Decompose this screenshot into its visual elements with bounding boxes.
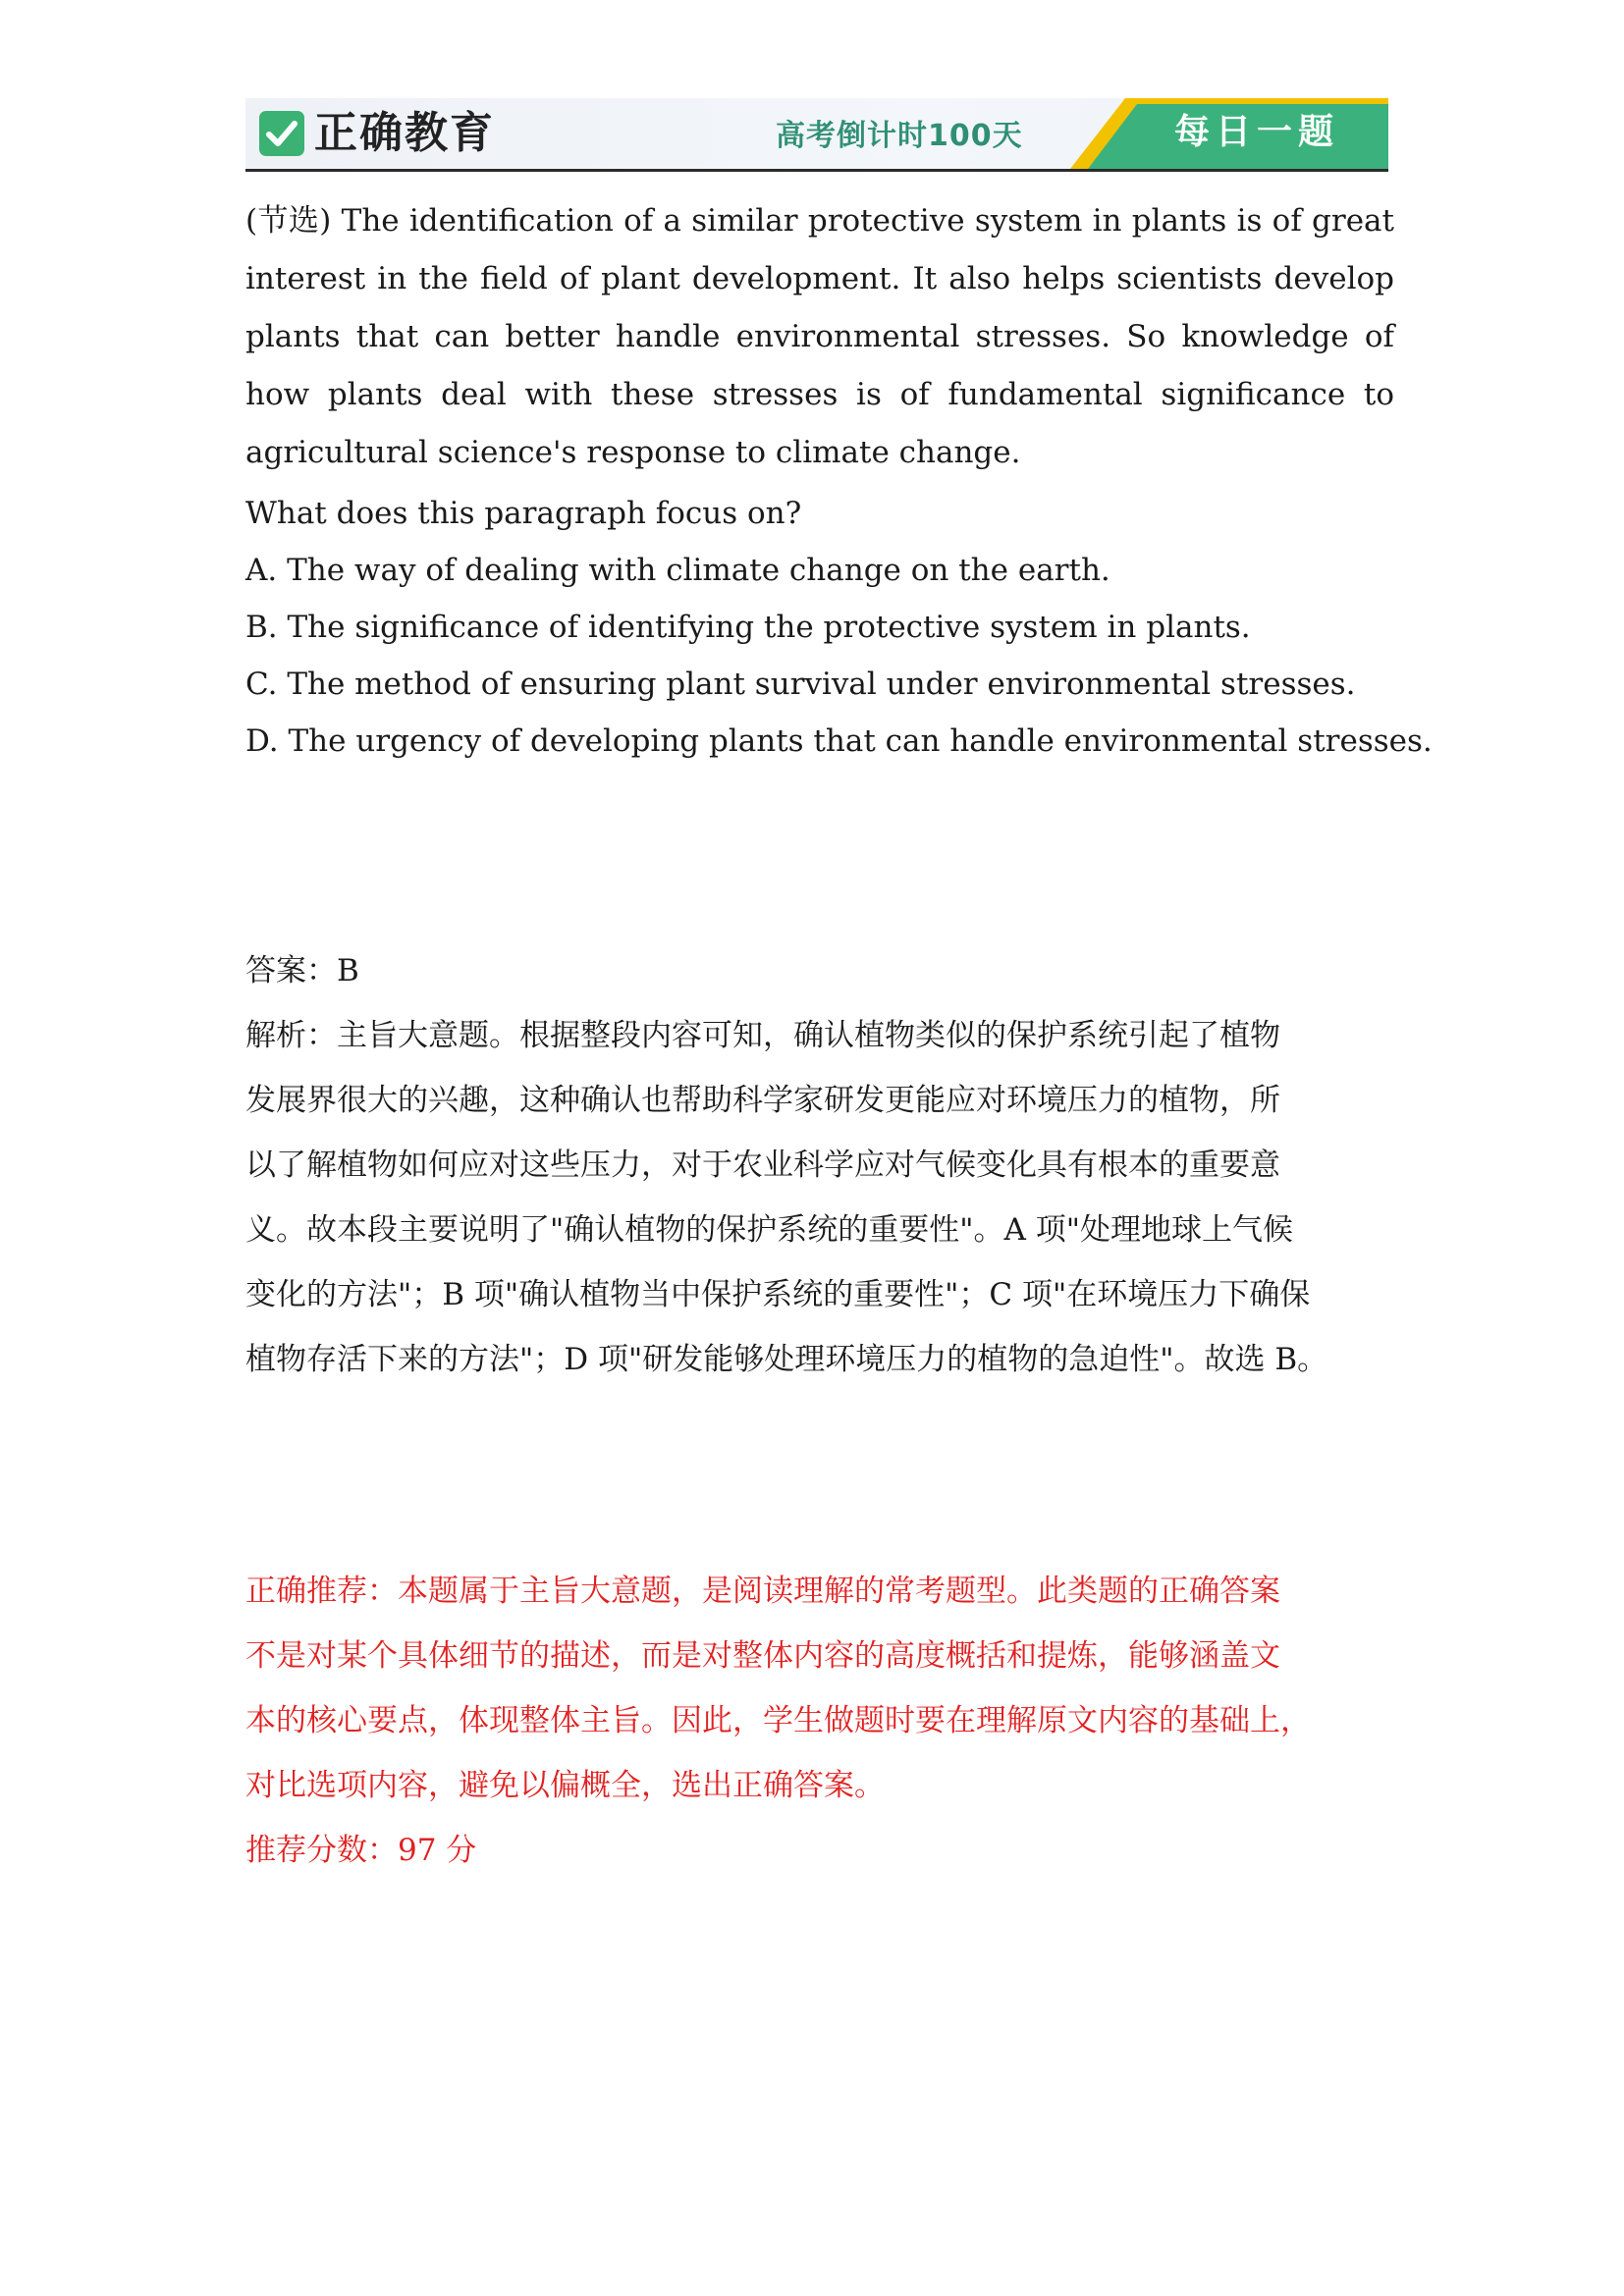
- brand-name: 正确教育: [314, 108, 495, 158]
- option-d: D. The urgency of developing plants that can handle environmental stresses.: [245, 723, 1433, 759]
- analysis-line: 变化的方法"；B 项"确认植物当中保护系统的重要性"；C 项"在环境压力下确保: [245, 1277, 1311, 1312]
- analysis-block: [245, 1003, 1404, 1392]
- question-prompt: What does this paragraph focus on?: [245, 496, 802, 531]
- analysis-line: 以了解植物如何应对这些压力，对于农业科学应对气候变化具有根本的重要意: [245, 1148, 1280, 1183]
- analysis-line: 发展界很大的兴趣，这种确认也帮助科学家研发更能应对环境压力的植物，所: [245, 1083, 1280, 1118]
- header-banner: [245, 98, 1388, 169]
- countdown-label: 高考倒计时100天: [776, 119, 1023, 153]
- option-c: C. The method of ensuring plant survival under environmental stresses.: [245, 667, 1356, 702]
- option-b: B. The significance of identifying the protective system in plants.: [245, 610, 1251, 645]
- recommendation-line: 不是对某个具体细节的描述，而是对整体内容的高度概括和提炼，能够涵盖文: [245, 1638, 1280, 1674]
- option-a: A. The way of dealing with climate change on the earth.: [245, 553, 1110, 588]
- daily-question-tag: 每日一题: [1173, 112, 1339, 152]
- recommendation-block: [245, 1559, 1414, 1883]
- recommendation-score: 推荐分数：97 分: [245, 1833, 477, 1868]
- recommendation-line: 本的核心要点，体现整体主旨。因此，学生做题时要在理解原文内容的基础上，: [245, 1703, 1311, 1738]
- recommendation-line: 对比选项内容，避免以偏概全，选出正确答案。: [245, 1768, 885, 1803]
- reading-passage: (节选) The identification of a similar protective system in plants is of great interest in the field of plant development. It also helps scientists develop plants that can better handle environmental stresses. So knowledge of how plants deal with these stresses is of fundamental significance to agricultural science's response to climate change.: [245, 203, 1394, 470]
- analysis-line: 解析：主旨大意题。根据整段内容可知，确认植物类似的保护系统引起了植物: [245, 1018, 1280, 1053]
- checkmark-icon: [259, 111, 304, 156]
- header-divider: [245, 169, 1388, 172]
- analysis-line: 义。故本段主要说明了"确认植物的保护系统的重要性"。A 项"处理地球上气候: [245, 1212, 1294, 1248]
- question-block: [245, 485, 1433, 770]
- analysis-line: 植物存活下来的方法"；D 项"研发能够处理环境压力的植物的急迫性"。故选 B。: [245, 1342, 1328, 1377]
- answer-line: 答案：B: [245, 953, 359, 988]
- recommendation-line: 正确推荐：本题属于主旨大意题，是阅读理解的常考题型。此类题的正确答案: [245, 1574, 1280, 1609]
